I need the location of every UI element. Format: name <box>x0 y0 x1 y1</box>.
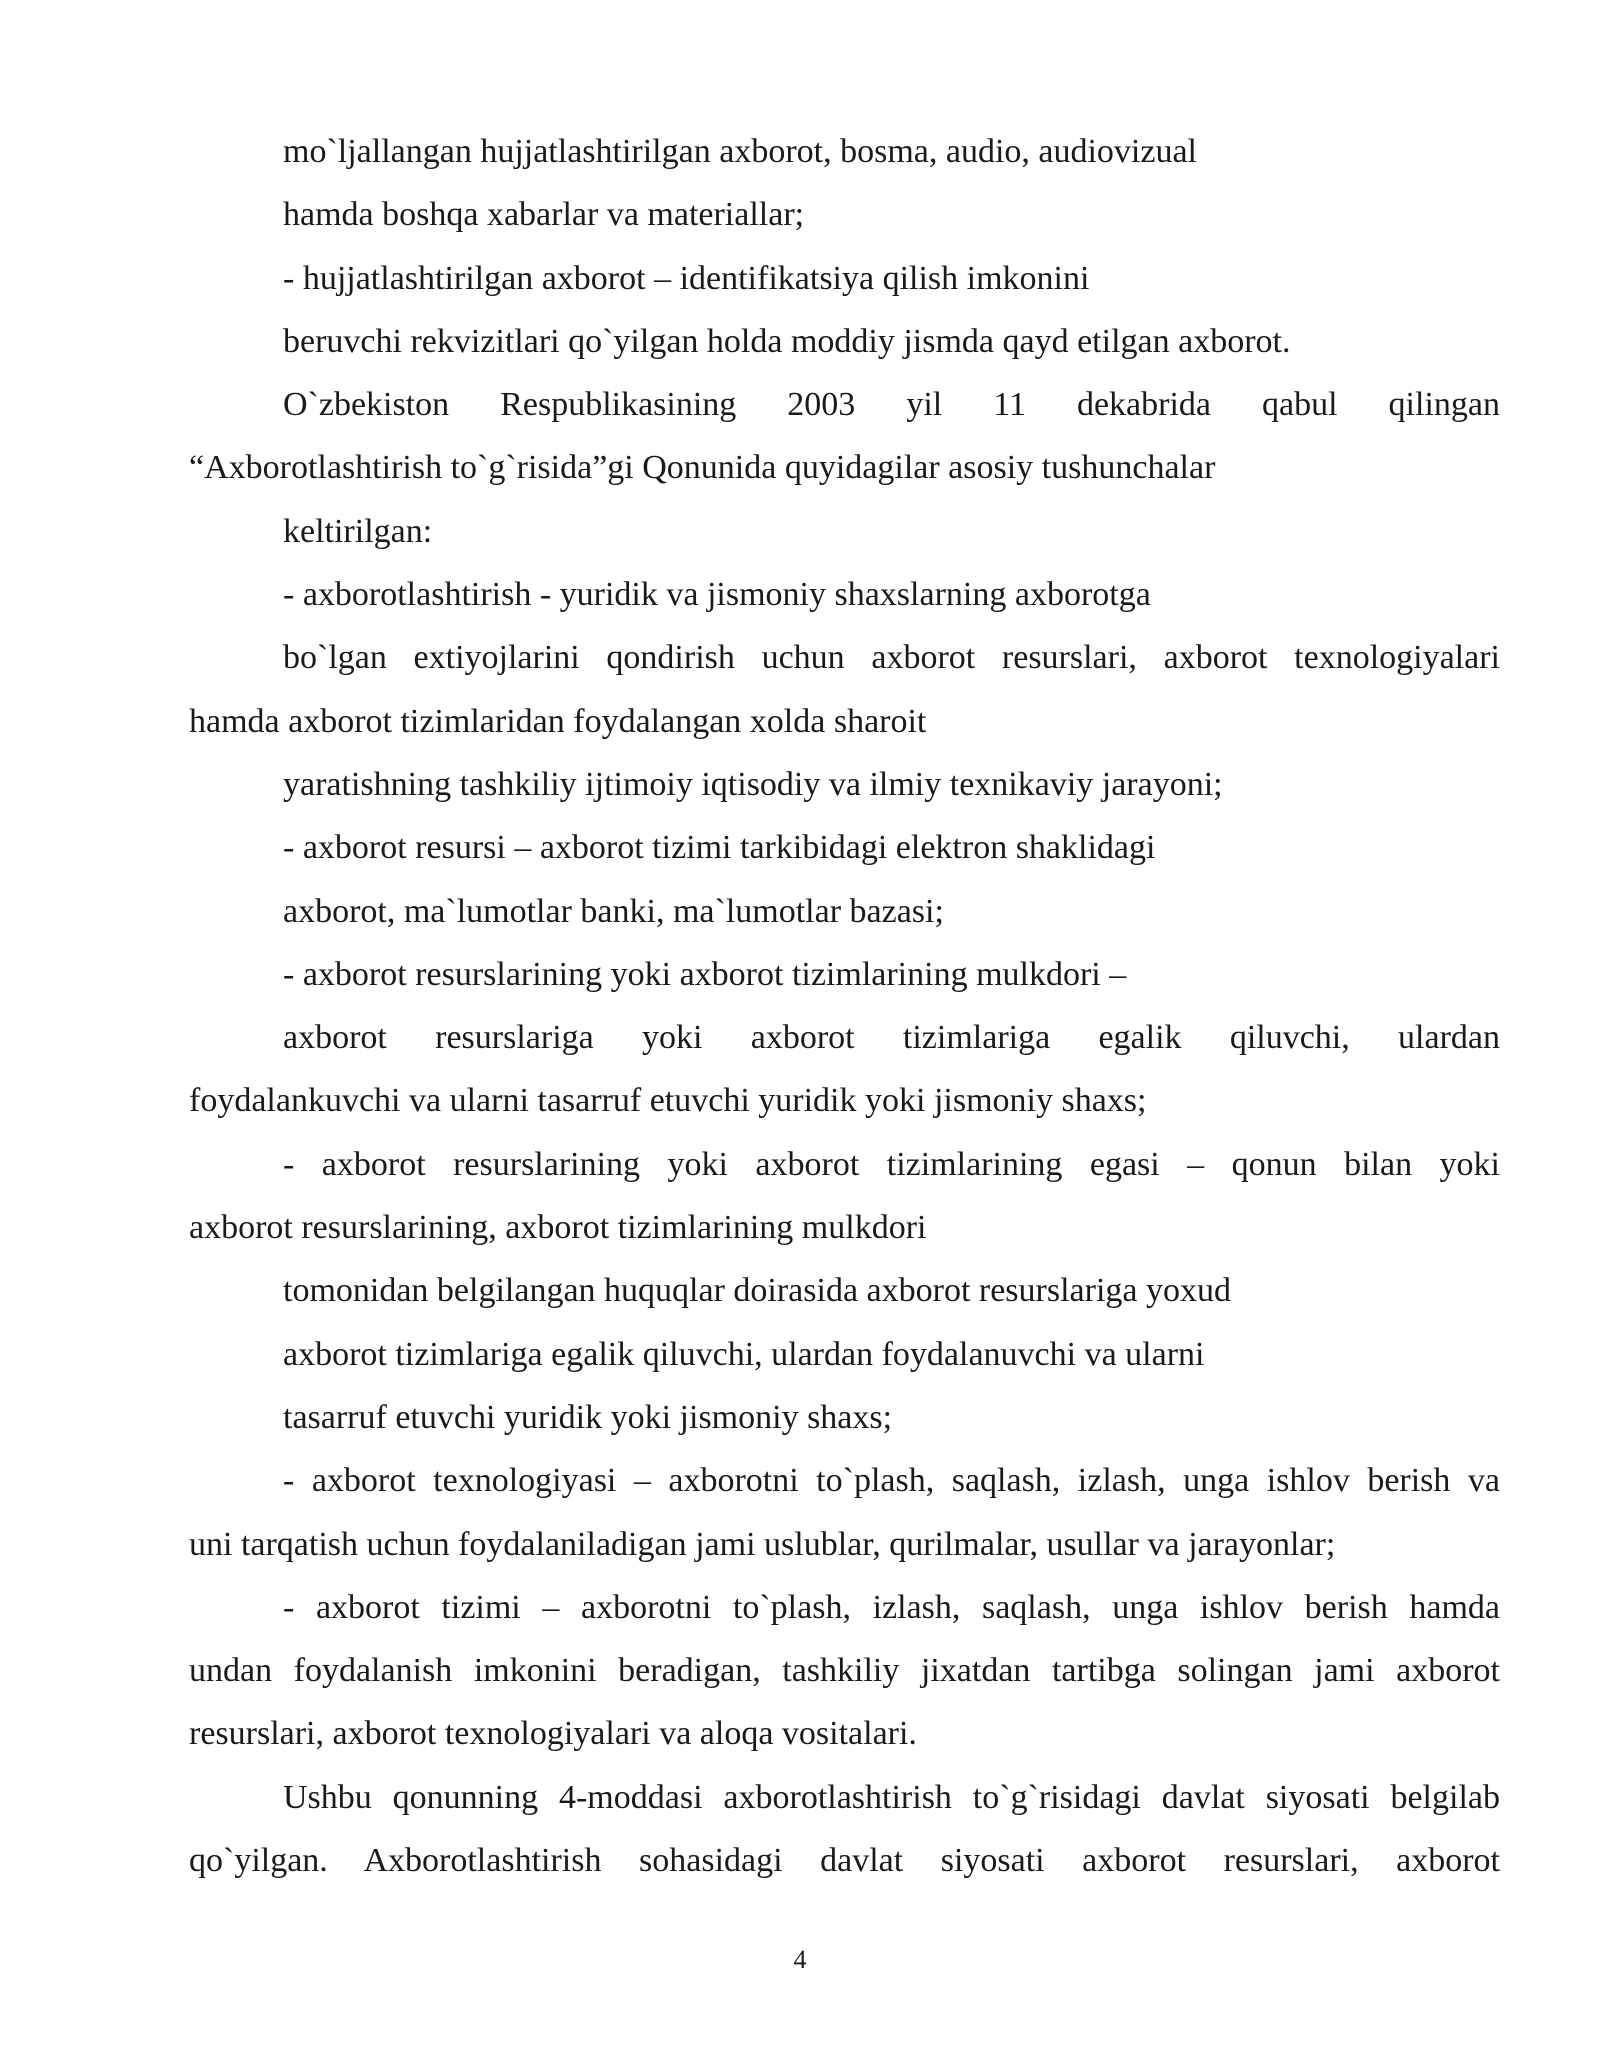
text-line: hamda boshqa xabarlar va materiallar; <box>283 196 805 234</box>
text-line: “Axborotlashtirish to`g`risida”gi Qonunida quyidagilar asosiy tushunchalar <box>189 449 1216 487</box>
text-line: - axborot tizimi – axborotni to`plash, izlash, saqlash, unga ishlov berish hamda <box>283 1588 1500 1626</box>
text-line: - axborot resurslarining yoki axborot tizimlarining mulkdori – <box>283 955 1127 993</box>
text-line: foydalankuvchi va ularni tasarruf etuvchi yuridik yoki jismoniy shaxs; <box>189 1082 1147 1120</box>
text-line: Ushbu qonunning 4-moddasi axborotlashtirish to`g`risidagi davlat siyosati belgilab <box>283 1778 1500 1816</box>
document-body <box>189 120 1500 1892</box>
text-line: - hujjatlashtirilgan axborot – identifikatsiya qilish imkonini <box>283 259 1090 297</box>
text-line: tomonidan belgilangan huquqlar doirasida axborot resurslariga yoxud <box>283 1272 1231 1310</box>
text-line: bo`lgan extiyojlarini qondirish uchun axborot resurslari, axborot texnologiyalari <box>283 639 1500 677</box>
text-line: tasarruf etuvchi yuridik yoki jismoniy shaxs; <box>283 1398 893 1436</box>
text-line: O`zbekiston Respublikasining 2003 yil 11 dekabrida qabul qilingan <box>283 386 1500 424</box>
text-line: - axborot texnologiyasi – axborotni to`plash, saqlash, izlash, unga ishlov berish va <box>283 1462 1500 1500</box>
text-line: axborot resurslarining, axborot tizimlarining mulkdori <box>189 1209 927 1247</box>
text-line: - axborot resursi – axborot tizimi tarkibidagi elektron shaklidagi <box>283 829 1156 867</box>
text-line: axborot tizimlariga egalik qiluvchi, ulardan foydalanuvchi va ularni <box>283 1335 1205 1373</box>
text-line: uni tarqatish uchun foydalaniladigan jami uslublar, qurilmalar, usullar va jarayonlar; <box>189 1525 1336 1563</box>
text-line: hamda axborot tizimlaridan foydalangan xolda sharoit <box>189 702 927 740</box>
text-line: axborot resurslariga yoki axborot tizimlariga egalik qiluvchi, ulardan <box>283 1019 1500 1057</box>
text-line: - axborotlashtirish - yuridik va jismoniy shaxslarning axborotga <box>283 576 1151 614</box>
page-number: 4 <box>793 1945 807 1974</box>
text-line: qo`yilgan. Axborotlashtirish sohasidagi davlat siyosati axborot resurslari, axborot <box>189 1842 1500 1880</box>
text-line: resurslari, axborot texnologiyalari va aloqa vositalari. <box>189 1715 917 1753</box>
text-line: yaratishning tashkiliy ijtimoiy iqtisodiy va ilmiy texnikaviy jarayoni; <box>283 765 1223 803</box>
text-line: axborot, ma`lumotlar banki, ma`lumotlar bazasi; <box>283 892 944 930</box>
text-line: undan foydalanish imkonini beradigan, tashkiliy jixatdan tartibga solingan jami axborot <box>189 1652 1500 1690</box>
text-line: mo`ljallangan hujjatlashtirilgan axborot, bosma, audio, audiovizual <box>283 133 1197 170</box>
text-line: keltirilgan: <box>283 512 433 550</box>
text-line: - axborot resurslarining yoki axborot tizimlarining egasi – qonun bilan yoki <box>283 1145 1500 1183</box>
text-line: beruvchi rekvizitlari qo`yilgan holda moddiy jismda qayd etilgan axborot. <box>283 322 1291 360</box>
